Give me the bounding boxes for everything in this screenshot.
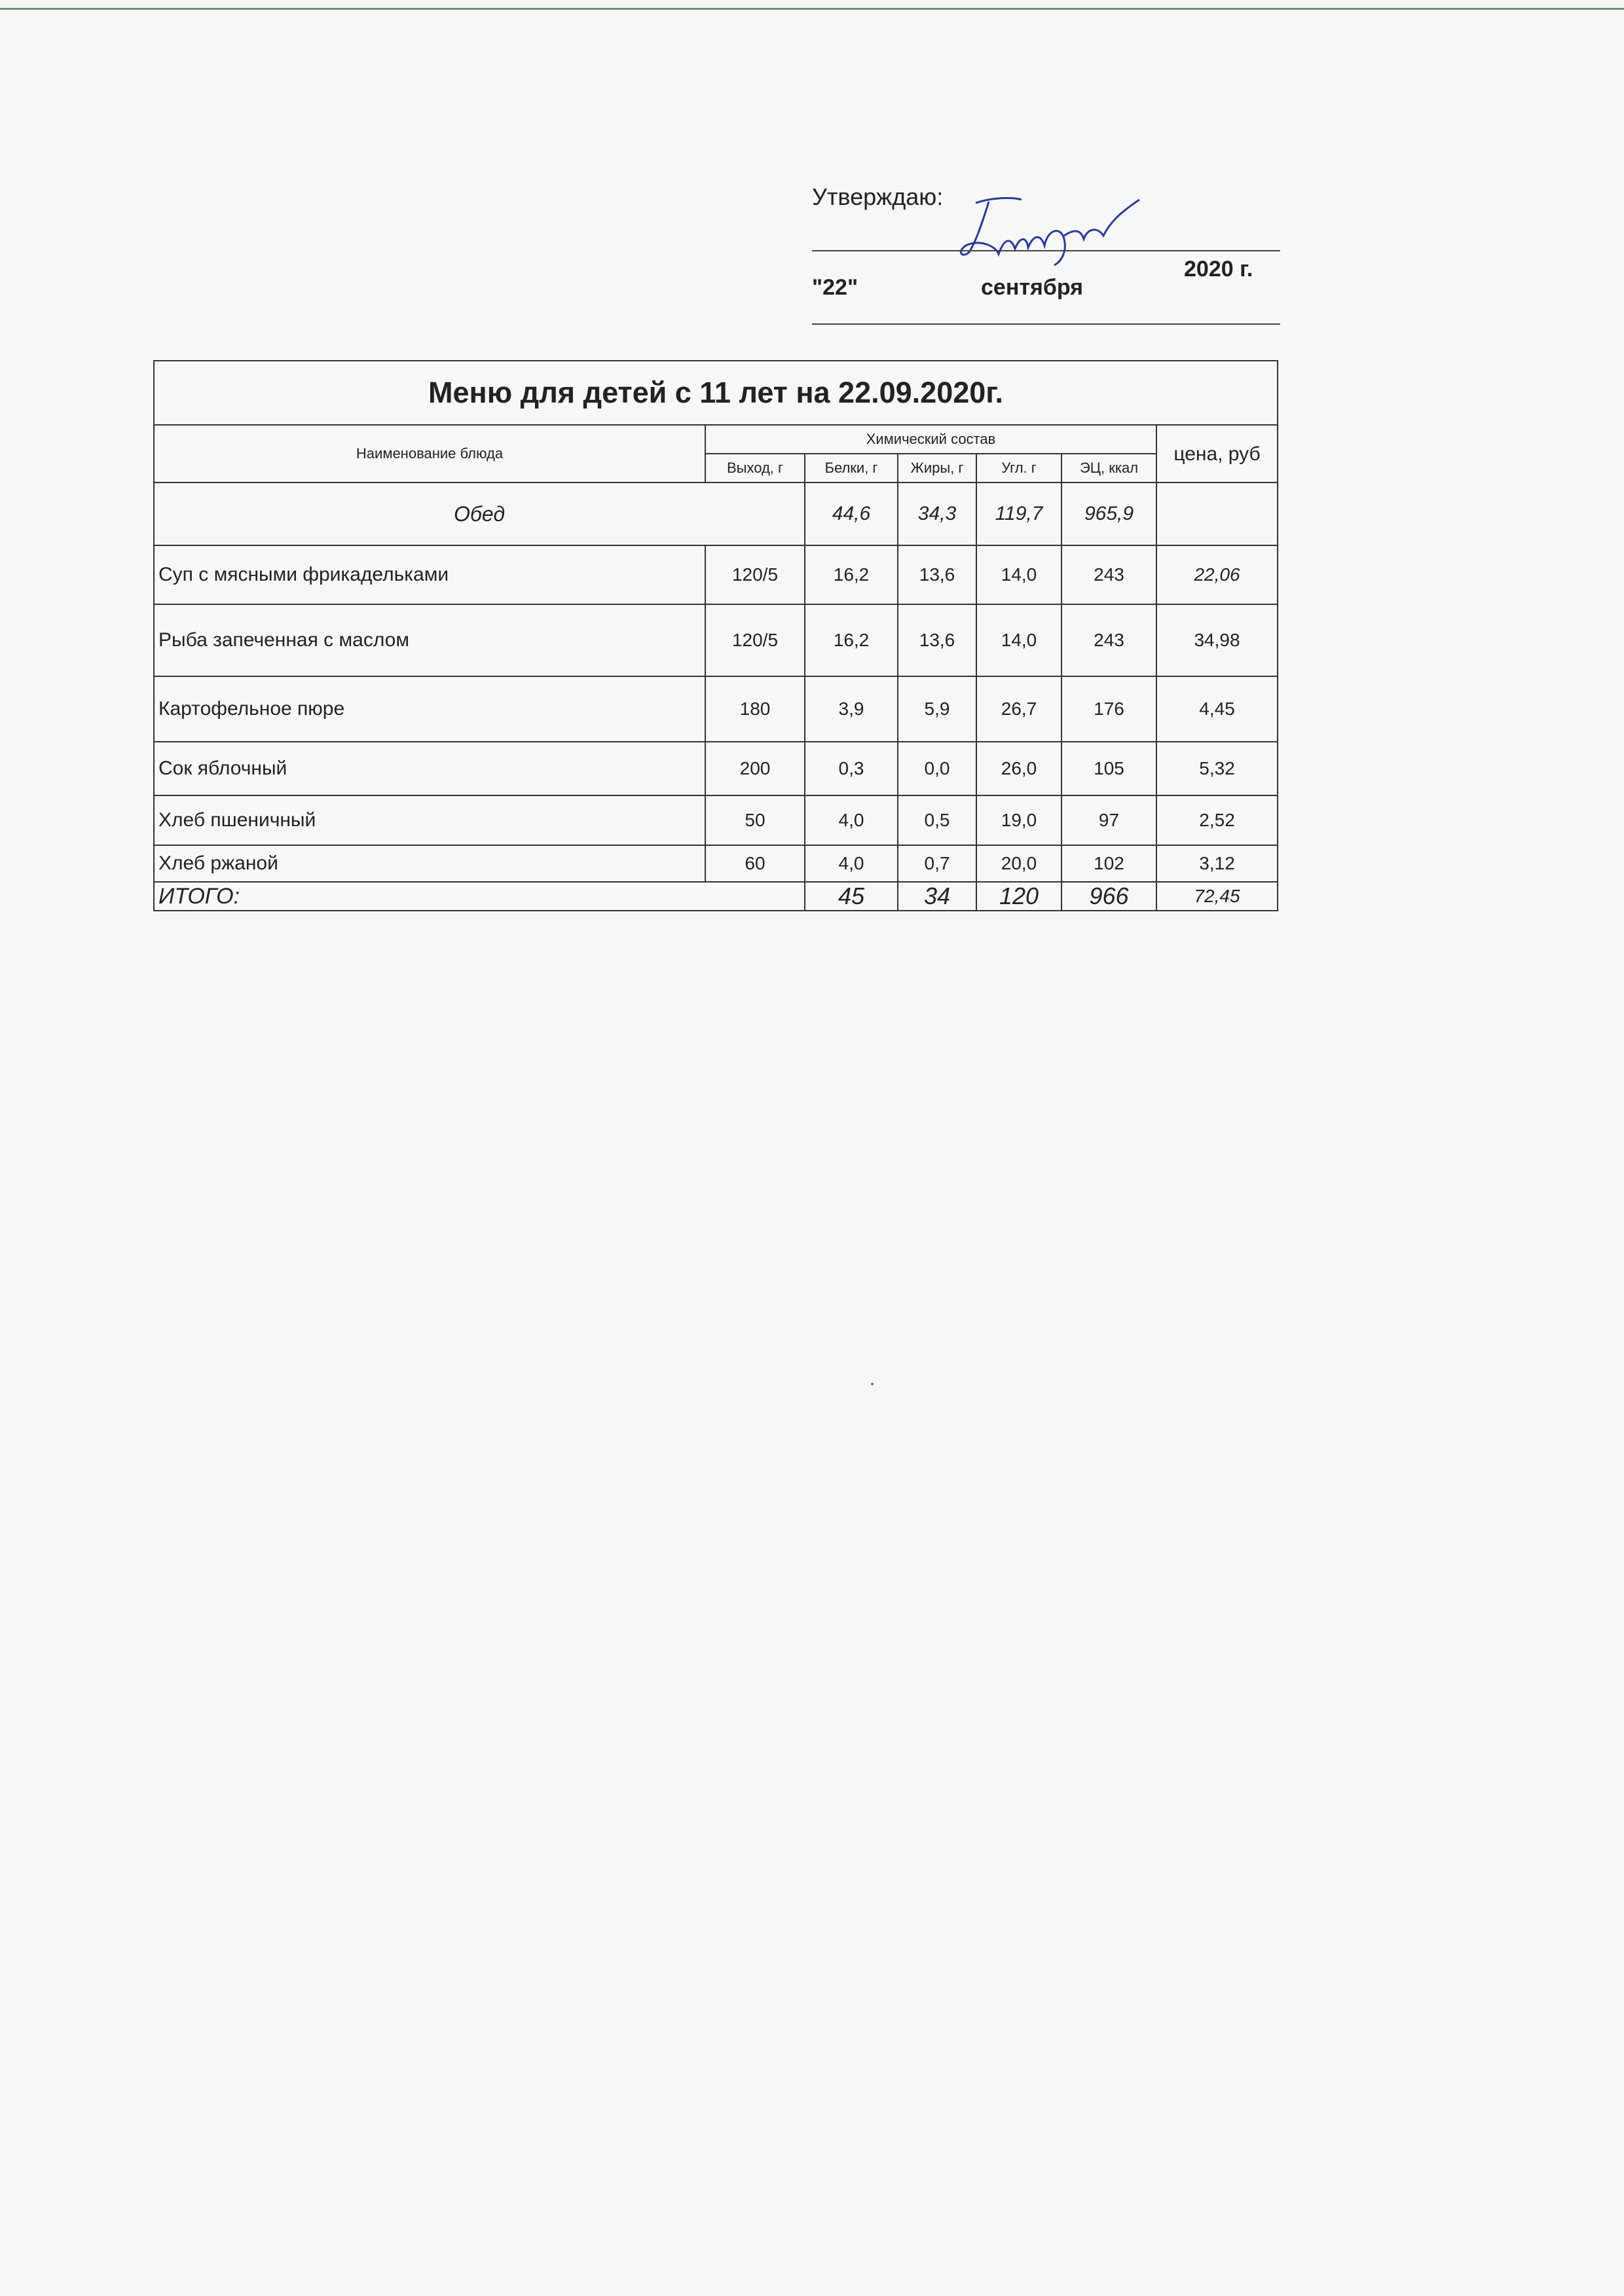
table-row xyxy=(154,742,1278,795)
dish-yield: 120/5 xyxy=(705,604,805,676)
dish-yield: 200 xyxy=(705,742,805,795)
header-yield: Выход, г xyxy=(705,454,805,483)
total-price: 72,45 xyxy=(1156,882,1278,911)
total-label: ИТОГО: xyxy=(154,882,805,911)
total-carbs: 120 xyxy=(976,882,1061,911)
dish-price: 5,32 xyxy=(1156,742,1278,795)
dish-price: 34,98 xyxy=(1156,604,1278,676)
header-composition: Химический состав xyxy=(705,425,1156,454)
meal-price xyxy=(1156,483,1278,545)
menu-table xyxy=(153,360,1278,911)
dish-yield: 50 xyxy=(705,795,805,845)
dish-yield: 60 xyxy=(705,845,805,882)
dish-protein: 4,0 xyxy=(805,795,898,845)
dish-name: Рыба запеченная с маслом xyxy=(154,604,705,676)
approval-month: сентября xyxy=(981,275,1084,300)
header-protein: Белки, г xyxy=(805,454,898,483)
header-energy: ЭЦ, ккал xyxy=(1061,454,1156,483)
dish-price: 4,45 xyxy=(1156,676,1278,742)
dish-carbs: 19,0 xyxy=(976,795,1061,845)
total-energy: 966 xyxy=(1061,882,1156,911)
meal-name: Обед xyxy=(154,483,805,545)
dish-yield: 120/5 xyxy=(705,545,805,604)
dish-fat: 0,0 xyxy=(898,742,976,795)
dish-fat: 13,6 xyxy=(898,545,976,604)
total-fat: 34 xyxy=(898,882,976,911)
approval-day: "22" xyxy=(812,275,858,300)
dish-carbs: 26,0 xyxy=(976,742,1061,795)
dish-protein: 16,2 xyxy=(805,545,898,604)
dish-energy: 102 xyxy=(1061,845,1156,882)
dish-fat: 0,5 xyxy=(898,795,976,845)
dish-carbs: 14,0 xyxy=(976,545,1061,604)
signature xyxy=(950,190,1146,268)
dish-fat: 0,7 xyxy=(898,845,976,882)
meal-row xyxy=(154,483,1278,545)
meal-protein: 44,6 xyxy=(805,483,898,545)
dish-carbs: 20,0 xyxy=(976,845,1061,882)
table-row xyxy=(154,795,1278,845)
header-carbs: Угл. г xyxy=(976,454,1061,483)
dish-protein: 16,2 xyxy=(805,604,898,676)
dish-fat: 13,6 xyxy=(898,604,976,676)
dish-name: Суп с мясными фрикадельками xyxy=(154,545,705,604)
total-protein: 45 xyxy=(805,882,898,911)
page-top-edge xyxy=(0,8,1624,10)
dish-protein: 0,3 xyxy=(805,742,898,795)
dish-energy: 243 xyxy=(1061,545,1156,604)
dish-name: Хлеб ржаной xyxy=(154,845,705,882)
approval-label: Утверждаю: xyxy=(812,183,944,210)
dish-energy: 176 xyxy=(1061,676,1156,742)
table-row xyxy=(154,604,1278,676)
dish-price: 2,52 xyxy=(1156,795,1278,845)
dish-carbs: 14,0 xyxy=(976,604,1061,676)
table-row xyxy=(154,845,1278,882)
dish-yield: 180 xyxy=(705,676,805,742)
header-price: цена, руб xyxy=(1156,425,1278,483)
dish-carbs: 26,7 xyxy=(976,676,1061,742)
dish-name: Хлеб пшеничный xyxy=(154,795,705,845)
dish-protein: 3,9 xyxy=(805,676,898,742)
table-row xyxy=(154,545,1278,604)
dish-energy: 243 xyxy=(1061,604,1156,676)
speck xyxy=(871,1383,874,1385)
total-row xyxy=(154,882,1278,911)
dish-energy: 97 xyxy=(1061,795,1156,845)
dish-protein: 4,0 xyxy=(805,845,898,882)
signature-line xyxy=(812,250,1280,251)
header-fat: Жиры, г xyxy=(898,454,976,483)
dish-energy: 105 xyxy=(1061,742,1156,795)
dish-price: 22,06 xyxy=(1156,545,1278,604)
meal-carbs: 119,7 xyxy=(976,483,1061,545)
meal-energy: 965,9 xyxy=(1061,483,1156,545)
dish-name: Сок яблочный xyxy=(154,742,705,795)
dish-name: Картофельное пюре xyxy=(154,676,705,742)
header-dish: Наименование блюда xyxy=(154,425,705,483)
table-row xyxy=(154,676,1278,742)
dish-fat: 5,9 xyxy=(898,676,976,742)
menu-title: Меню для детей с 11 лет на 22.09.2020г. xyxy=(154,361,1278,425)
dish-price: 3,12 xyxy=(1156,845,1278,882)
meal-fat: 34,3 xyxy=(898,483,976,545)
approval-year: 2020 г. xyxy=(1184,257,1253,282)
date-line xyxy=(812,323,1280,325)
